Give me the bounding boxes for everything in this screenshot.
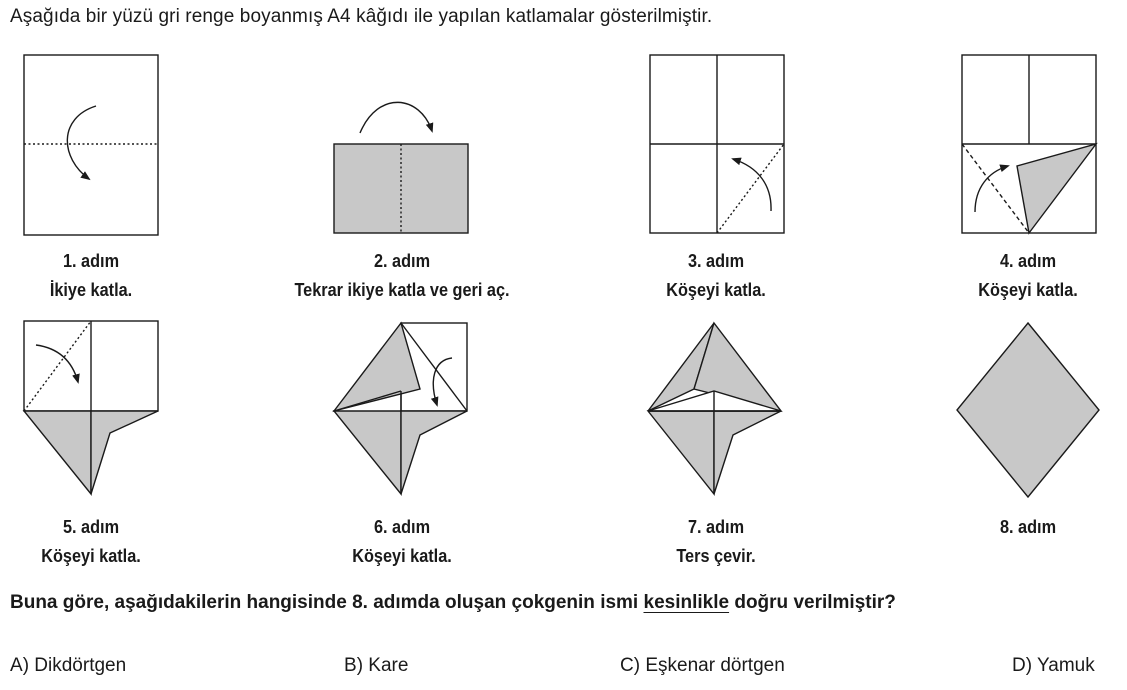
step-title: 5. adım <box>62 516 120 537</box>
step-title: 2. adım <box>373 250 431 271</box>
intro-text: Aşağıda bir yüzü gri renge boyanmış A4 kâğıdı ile yapılan katlamalar gösterilmiştir. <box>10 6 713 27</box>
step-instruction: Köşeyi katla. <box>666 279 766 300</box>
step-3-diagram <box>650 55 784 233</box>
question-text <box>10 592 896 614</box>
step-8-diagram <box>957 323 1099 497</box>
gray-flap-bottom-left <box>648 411 714 494</box>
gray-flap-bottom-left <box>334 411 401 494</box>
step-instruction: Köşeyi katla. <box>41 545 141 566</box>
step-7-label <box>575 512 857 570</box>
gray-flap-left <box>24 411 91 494</box>
option-text: Yamuk <box>1037 655 1095 676</box>
option-letter: D <box>1012 655 1026 676</box>
option-c[interactable] <box>620 655 785 677</box>
step-5-label <box>0 512 232 570</box>
folded-paper-gray <box>334 144 468 233</box>
gray-flap-bottom-right <box>401 411 467 494</box>
option-separator: ) <box>22 655 35 676</box>
step-title: 6. adım <box>373 516 431 537</box>
step-7-diagram <box>648 323 781 494</box>
step-instruction: Ters çevir. <box>676 545 756 566</box>
option-b[interactable] <box>344 655 408 677</box>
option-text: Kare <box>368 655 409 676</box>
step-2-label <box>261 246 543 304</box>
step-instruction: İkiye katla. <box>49 279 133 300</box>
step-title: 4. adım <box>999 250 1057 271</box>
step-title: 7. adım <box>687 516 745 537</box>
option-d[interactable] <box>1012 655 1095 677</box>
step-3-label <box>575 246 857 304</box>
option-separator: ) <box>633 655 646 676</box>
step-8-label <box>887 512 1127 541</box>
question-before: Buna göre, aşağıdakilerin hangisinde 8. adımda oluşan çokgenin ismi <box>10 592 644 613</box>
option-text: Dikdörtgen <box>34 655 127 676</box>
step-instruction: Köşeyi katla. <box>978 279 1078 300</box>
gray-flap-bottom-right <box>714 411 781 494</box>
option-text: Eşkenar dörtgen <box>645 655 785 676</box>
question-emphasis: kesinlikle <box>643 592 730 613</box>
option-letter: B <box>344 655 357 676</box>
option-separator: ) <box>1025 655 1037 676</box>
step-1-diagram <box>24 55 158 235</box>
step-4-label <box>887 246 1127 304</box>
step-2-diagram <box>334 102 468 233</box>
step-1-label <box>0 246 232 304</box>
step-title: 1. adım <box>62 250 120 271</box>
step-4-diagram <box>962 55 1096 233</box>
step-6-label <box>261 512 543 570</box>
step-5-diagram <box>24 321 158 494</box>
rhombus-result <box>957 323 1099 497</box>
gray-flap-right <box>91 411 158 494</box>
question-after: doğru verilmiştir? <box>729 592 896 613</box>
option-separator: ) <box>356 655 369 676</box>
step-instruction: Tekrar ikiye katla ve geri aç. <box>294 279 510 300</box>
fold-arrow-icon <box>360 102 432 133</box>
step-instruction: Köşeyi katla. <box>352 545 452 566</box>
step-6-diagram <box>334 323 467 494</box>
option-letter: C <box>620 655 634 676</box>
option-letter: A <box>10 655 23 676</box>
step-title: 8. adım <box>999 516 1057 537</box>
step-title: 3. adım <box>687 250 745 271</box>
option-a[interactable] <box>10 655 126 677</box>
a4-paper <box>24 55 158 235</box>
